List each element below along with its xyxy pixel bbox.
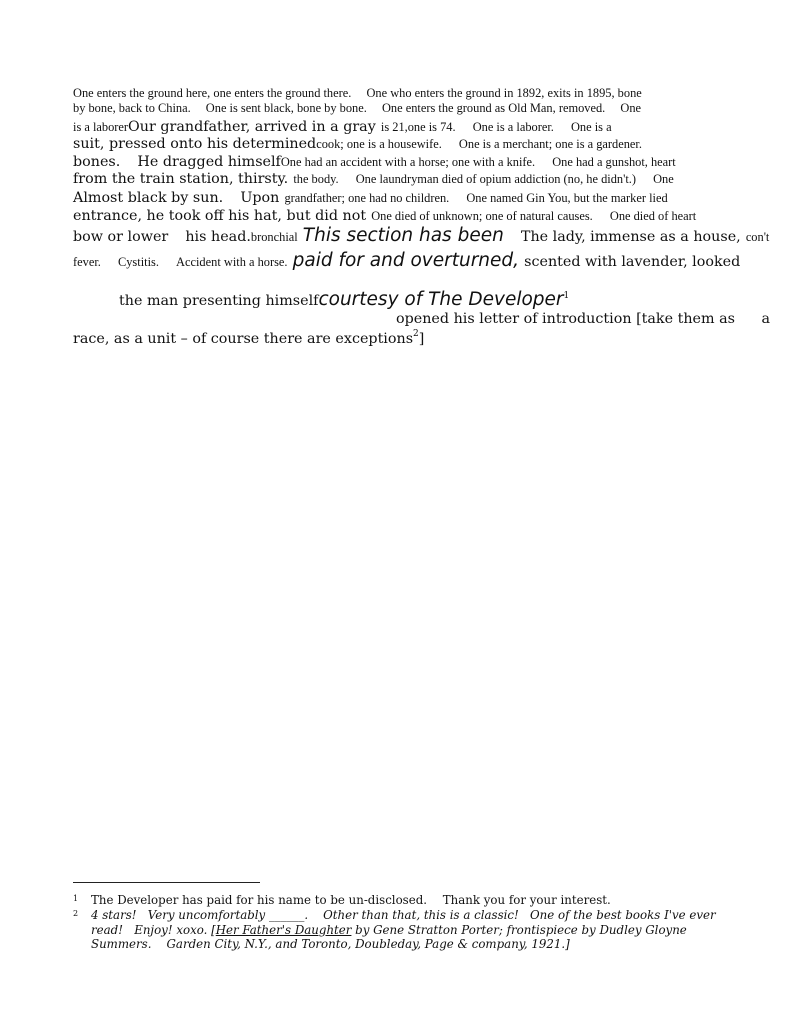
line-11-a: the man presenting himself — [119, 293, 319, 309]
line-2-a: by bone, back to China. — [73, 101, 191, 115]
line-4-a: suit, pressed onto his determined — [73, 136, 317, 152]
line-5-c: One had an accident with a horse; one with a knife. — [280, 155, 536, 169]
line-7-c: grandfather; one had no children. — [284, 191, 450, 205]
line-5-d: One had a gunshot, heart — [552, 155, 676, 169]
footnote-2-h: Garden City, N.Y., and Toronto, Doubleday, Page & company, 1921.] — [166, 937, 570, 951]
text-line-8 — [73, 205, 696, 224]
line-4-b: cook; one is a housewife. — [316, 137, 442, 151]
line-8-a: entrance, he took off his hat, but did not — [73, 208, 367, 224]
line-2-c: One enters the ground as Old Man, removed. — [381, 101, 606, 115]
footnote-1-b: Thank you for your interest. — [442, 893, 611, 907]
line-9-d: This section has been — [302, 225, 504, 246]
line-8-b: One died of unknown; one of natural causes. — [371, 209, 593, 223]
text-line-1 — [73, 86, 642, 101]
line-1-a: One enters the ground here, one enters the ground there. — [73, 86, 352, 100]
footnote-1-number: 1 — [73, 894, 79, 903]
line-13-c: ] — [418, 331, 425, 347]
footnote-ref-2: 2 — [413, 329, 419, 339]
line-9-b: his head. — [185, 229, 251, 245]
footnote-2-e: Enjoy! xoxo. [ — [134, 922, 216, 937]
line-10-a: fever. — [73, 255, 101, 269]
line-6-d: One — [653, 172, 674, 186]
line-3-a: is a laborer — [73, 120, 129, 134]
text-line-10 — [73, 250, 740, 271]
text-line-4 — [73, 133, 642, 152]
line-3-b: Our grandfather, arrived in a gray — [128, 119, 376, 135]
line-1-b: One who enters the ground in 1892, exits in 1895, bone — [366, 86, 642, 100]
line-10-b: Cystitis. — [117, 255, 159, 269]
line-9-a: bow or lower — [73, 229, 169, 245]
line-7-a: Almost black by sun. — [73, 190, 224, 206]
footnote-1-a: The Developer has paid for his name to be un-disclosed. — [91, 893, 428, 907]
line-5-b: He dragged himself — [137, 154, 281, 170]
text-line-7 — [73, 187, 668, 206]
line-10-c: Accident with a horse. — [176, 255, 288, 269]
line-6-a: from the train station, thirsty. — [73, 171, 289, 187]
line-12-a: opened his letter of introduction [take them as — [396, 311, 735, 327]
line-6-b: the body. — [293, 172, 339, 186]
text-line-6 — [73, 168, 674, 187]
line-13-a: race, as a unit – of course there are exceptions — [73, 331, 414, 347]
line-3-e: One is a — [570, 120, 612, 134]
text-line-13 — [73, 329, 424, 347]
line-7-d: One named Gin You, but the marker lied — [466, 191, 668, 205]
line-12-b: a — [761, 311, 771, 327]
text-line-2 — [73, 101, 641, 116]
footnote-2-c: Other than that, this is a classic! — [323, 908, 519, 922]
footnote-ref-1: 1 — [563, 291, 570, 301]
book-title: Her Father's Daughter — [215, 922, 352, 937]
line-4-c: One is a merchant; one is a gardener. — [458, 137, 642, 151]
footnote-2-number: 2 — [73, 909, 79, 918]
footnote-2-d: One of the best books I've ever read! — [91, 908, 716, 937]
line-8-c: One died of heart — [609, 209, 697, 223]
footnote-2-b: Very uncomfortably ______. — [147, 908, 309, 922]
line-9-f: con't — [745, 230, 770, 244]
line-10-e: scented with lavender, looked — [524, 254, 741, 270]
footnote-2-a: 4 stars! — [91, 908, 137, 922]
line-3-c: is 21,one is 74. — [380, 120, 456, 134]
footnote-2-g: by Gene Stratton Porter; frontispiece by Dudley Gloyne Summers. — [91, 922, 687, 951]
line-2-d: One — [620, 101, 642, 115]
line-5-a: bones. — [73, 154, 121, 170]
line-9-c: bronchial — [250, 230, 298, 244]
text-line-9 — [73, 225, 769, 246]
line-9-e: The lady, immense as a house, — [520, 229, 741, 245]
line-11-b: courtesy of The Developer — [318, 289, 564, 310]
line-7-b: Upon — [240, 190, 280, 206]
line-10-d: paid for and overturned, — [292, 250, 520, 271]
footnote-rule — [73, 882, 260, 883]
text-line-12 — [396, 311, 770, 327]
line-6-c: One laundryman died of opium addiction (no, he didn't.) — [355, 172, 636, 186]
line-2-b: One is sent black, bone by bone. — [205, 101, 367, 115]
text-line-11 — [119, 289, 569, 310]
line-3-d: One is a laborer. — [472, 120, 554, 134]
